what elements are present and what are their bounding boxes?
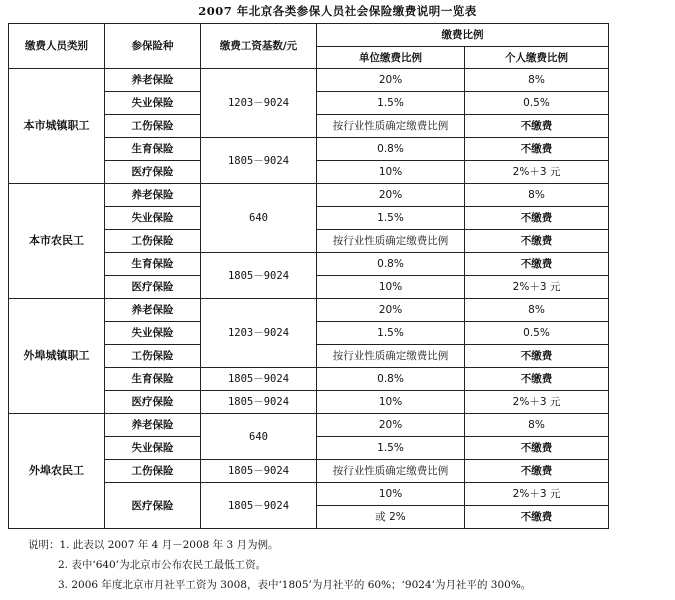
personal-rate-cell: 不缴费 <box>465 460 609 483</box>
page-title: 2007 年北京各类参保人员社会保险缴费说明一览表 <box>198 4 477 18</box>
base-cell: 640 <box>201 414 317 460</box>
personal-rate-cell: 8% <box>465 69 609 92</box>
insurance-cell: 失业保险 <box>105 322 201 345</box>
personal-rate-cell: 不缴费 <box>465 506 609 529</box>
category-cell: 本市城镇职工 <box>9 69 105 184</box>
header-category: 缴费人员类别 <box>9 24 105 69</box>
insurance-cell: 生育保险 <box>105 368 201 391</box>
base-cell: 1805－9024 <box>201 253 317 299</box>
personal-rate-cell: 不缴费 <box>465 230 609 253</box>
insurance-cell: 医疗保险 <box>105 483 201 529</box>
note-line: 说明：1. 此表以 2007 年 4 月－2008 年 3 月为例。 <box>28 539 279 551</box>
employer-rate-cell: 0.8% <box>317 253 465 276</box>
insurance-cell: 工伤保险 <box>105 115 201 138</box>
employer-rate-cell: 20% <box>317 184 465 207</box>
header-employer: 单位缴费比例 <box>317 47 465 69</box>
note-line: 2. 表中‘640’为北京市公布农民工最低工资。 <box>58 559 267 571</box>
personal-rate-cell: 不缴费 <box>465 115 609 138</box>
employer-rate-cell: 10% <box>317 483 465 506</box>
category-cell: 外埠农民工 <box>9 414 105 529</box>
employer-rate-cell: 1.5% <box>317 437 465 460</box>
personal-rate-cell: 不缴费 <box>465 207 609 230</box>
table-row <box>9 299 609 322</box>
personal-rate-cell: 0.5% <box>465 92 609 115</box>
employer-rate-cell: 10% <box>317 276 465 299</box>
employer-rate-cell: 1.5% <box>317 207 465 230</box>
base-cell: 1203－9024 <box>201 69 317 138</box>
personal-rate-cell: 不缴费 <box>465 368 609 391</box>
insurance-cell: 养老保险 <box>105 299 201 322</box>
header-ratio: 缴费比例 <box>317 24 609 47</box>
employer-rate-cell: 按行业性质确定缴费比例 <box>317 460 465 483</box>
employer-rate-cell: 按行业性质确定缴费比例 <box>317 345 465 368</box>
insurance-cell: 养老保险 <box>105 69 201 92</box>
insurance-cell: 养老保险 <box>105 184 201 207</box>
employer-rate-cell: 1.5% <box>317 322 465 345</box>
employer-rate-cell: 10% <box>317 391 465 414</box>
personal-rate-cell: 不缴费 <box>465 345 609 368</box>
employer-rate-cell: 20% <box>317 69 465 92</box>
insurance-cell: 医疗保险 <box>105 391 201 414</box>
base-cell: 1805－9024 <box>201 368 317 391</box>
personal-rate-cell: 不缴费 <box>465 138 609 161</box>
personal-rate-cell: 不缴费 <box>465 437 609 460</box>
insurance-cell: 医疗保险 <box>105 276 201 299</box>
insurance-cell: 失业保险 <box>105 437 201 460</box>
base-cell: 640 <box>201 184 317 253</box>
category-cell: 本市农民工 <box>9 184 105 299</box>
base-cell: 1805－9024 <box>201 460 317 483</box>
insurance-cell: 工伤保险 <box>105 460 201 483</box>
employer-rate-cell: 10% <box>317 161 465 184</box>
insurance-cell: 工伤保险 <box>105 230 201 253</box>
table-row <box>9 69 609 92</box>
table-row <box>9 184 609 207</box>
category-cell: 外埠城镇职工 <box>9 299 105 414</box>
personal-rate-cell: 2%＋3 元 <box>465 161 609 184</box>
base-cell: 1805－9024 <box>201 483 317 529</box>
personal-rate-cell: 2%＋3 元 <box>465 483 609 506</box>
table-row <box>9 414 609 437</box>
notes-section <box>28 535 668 595</box>
personal-rate-cell: 8% <box>465 184 609 207</box>
employer-rate-cell: 按行业性质确定缴费比例 <box>317 115 465 138</box>
header-insurance: 参保险种 <box>105 24 201 69</box>
personal-rate-cell: 8% <box>465 414 609 437</box>
header-personal: 个人缴费比例 <box>465 47 609 69</box>
base-cell: 1805－9024 <box>201 138 317 184</box>
insurance-cell: 失业保险 <box>105 207 201 230</box>
employer-rate-cell: 0.8% <box>317 368 465 391</box>
personal-rate-cell: 不缴费 <box>465 253 609 276</box>
personal-rate-cell: 2%＋3 元 <box>465 276 609 299</box>
personal-rate-cell: 2%＋3 元 <box>465 391 609 414</box>
employer-rate-cell: 20% <box>317 299 465 322</box>
fee-table <box>8 23 609 529</box>
employer-rate-cell: 或 2% <box>317 506 465 529</box>
header-row <box>9 24 609 47</box>
insurance-cell: 养老保险 <box>105 414 201 437</box>
personal-rate-cell: 0.5% <box>465 322 609 345</box>
insurance-cell: 生育保险 <box>105 138 201 161</box>
note-line: 3. 2006 年度北京市月社平工资为 3008，表中‘1805’为月社平的 60%；‘9024’为月社平的 300%。 <box>58 579 532 591</box>
base-cell: 1805－9024 <box>201 391 317 414</box>
employer-rate-cell: 按行业性质确定缴费比例 <box>317 230 465 253</box>
insurance-cell: 医疗保险 <box>105 161 201 184</box>
personal-rate-cell: 8% <box>465 299 609 322</box>
employer-rate-cell: 20% <box>317 414 465 437</box>
employer-rate-cell: 1.5% <box>317 92 465 115</box>
base-cell: 1203－9024 <box>201 299 317 368</box>
insurance-cell: 工伤保险 <box>105 345 201 368</box>
employer-rate-cell: 0.8% <box>317 138 465 161</box>
insurance-cell: 失业保险 <box>105 92 201 115</box>
insurance-cell: 生育保险 <box>105 253 201 276</box>
header-base: 缴费工资基数/元 <box>201 24 317 69</box>
